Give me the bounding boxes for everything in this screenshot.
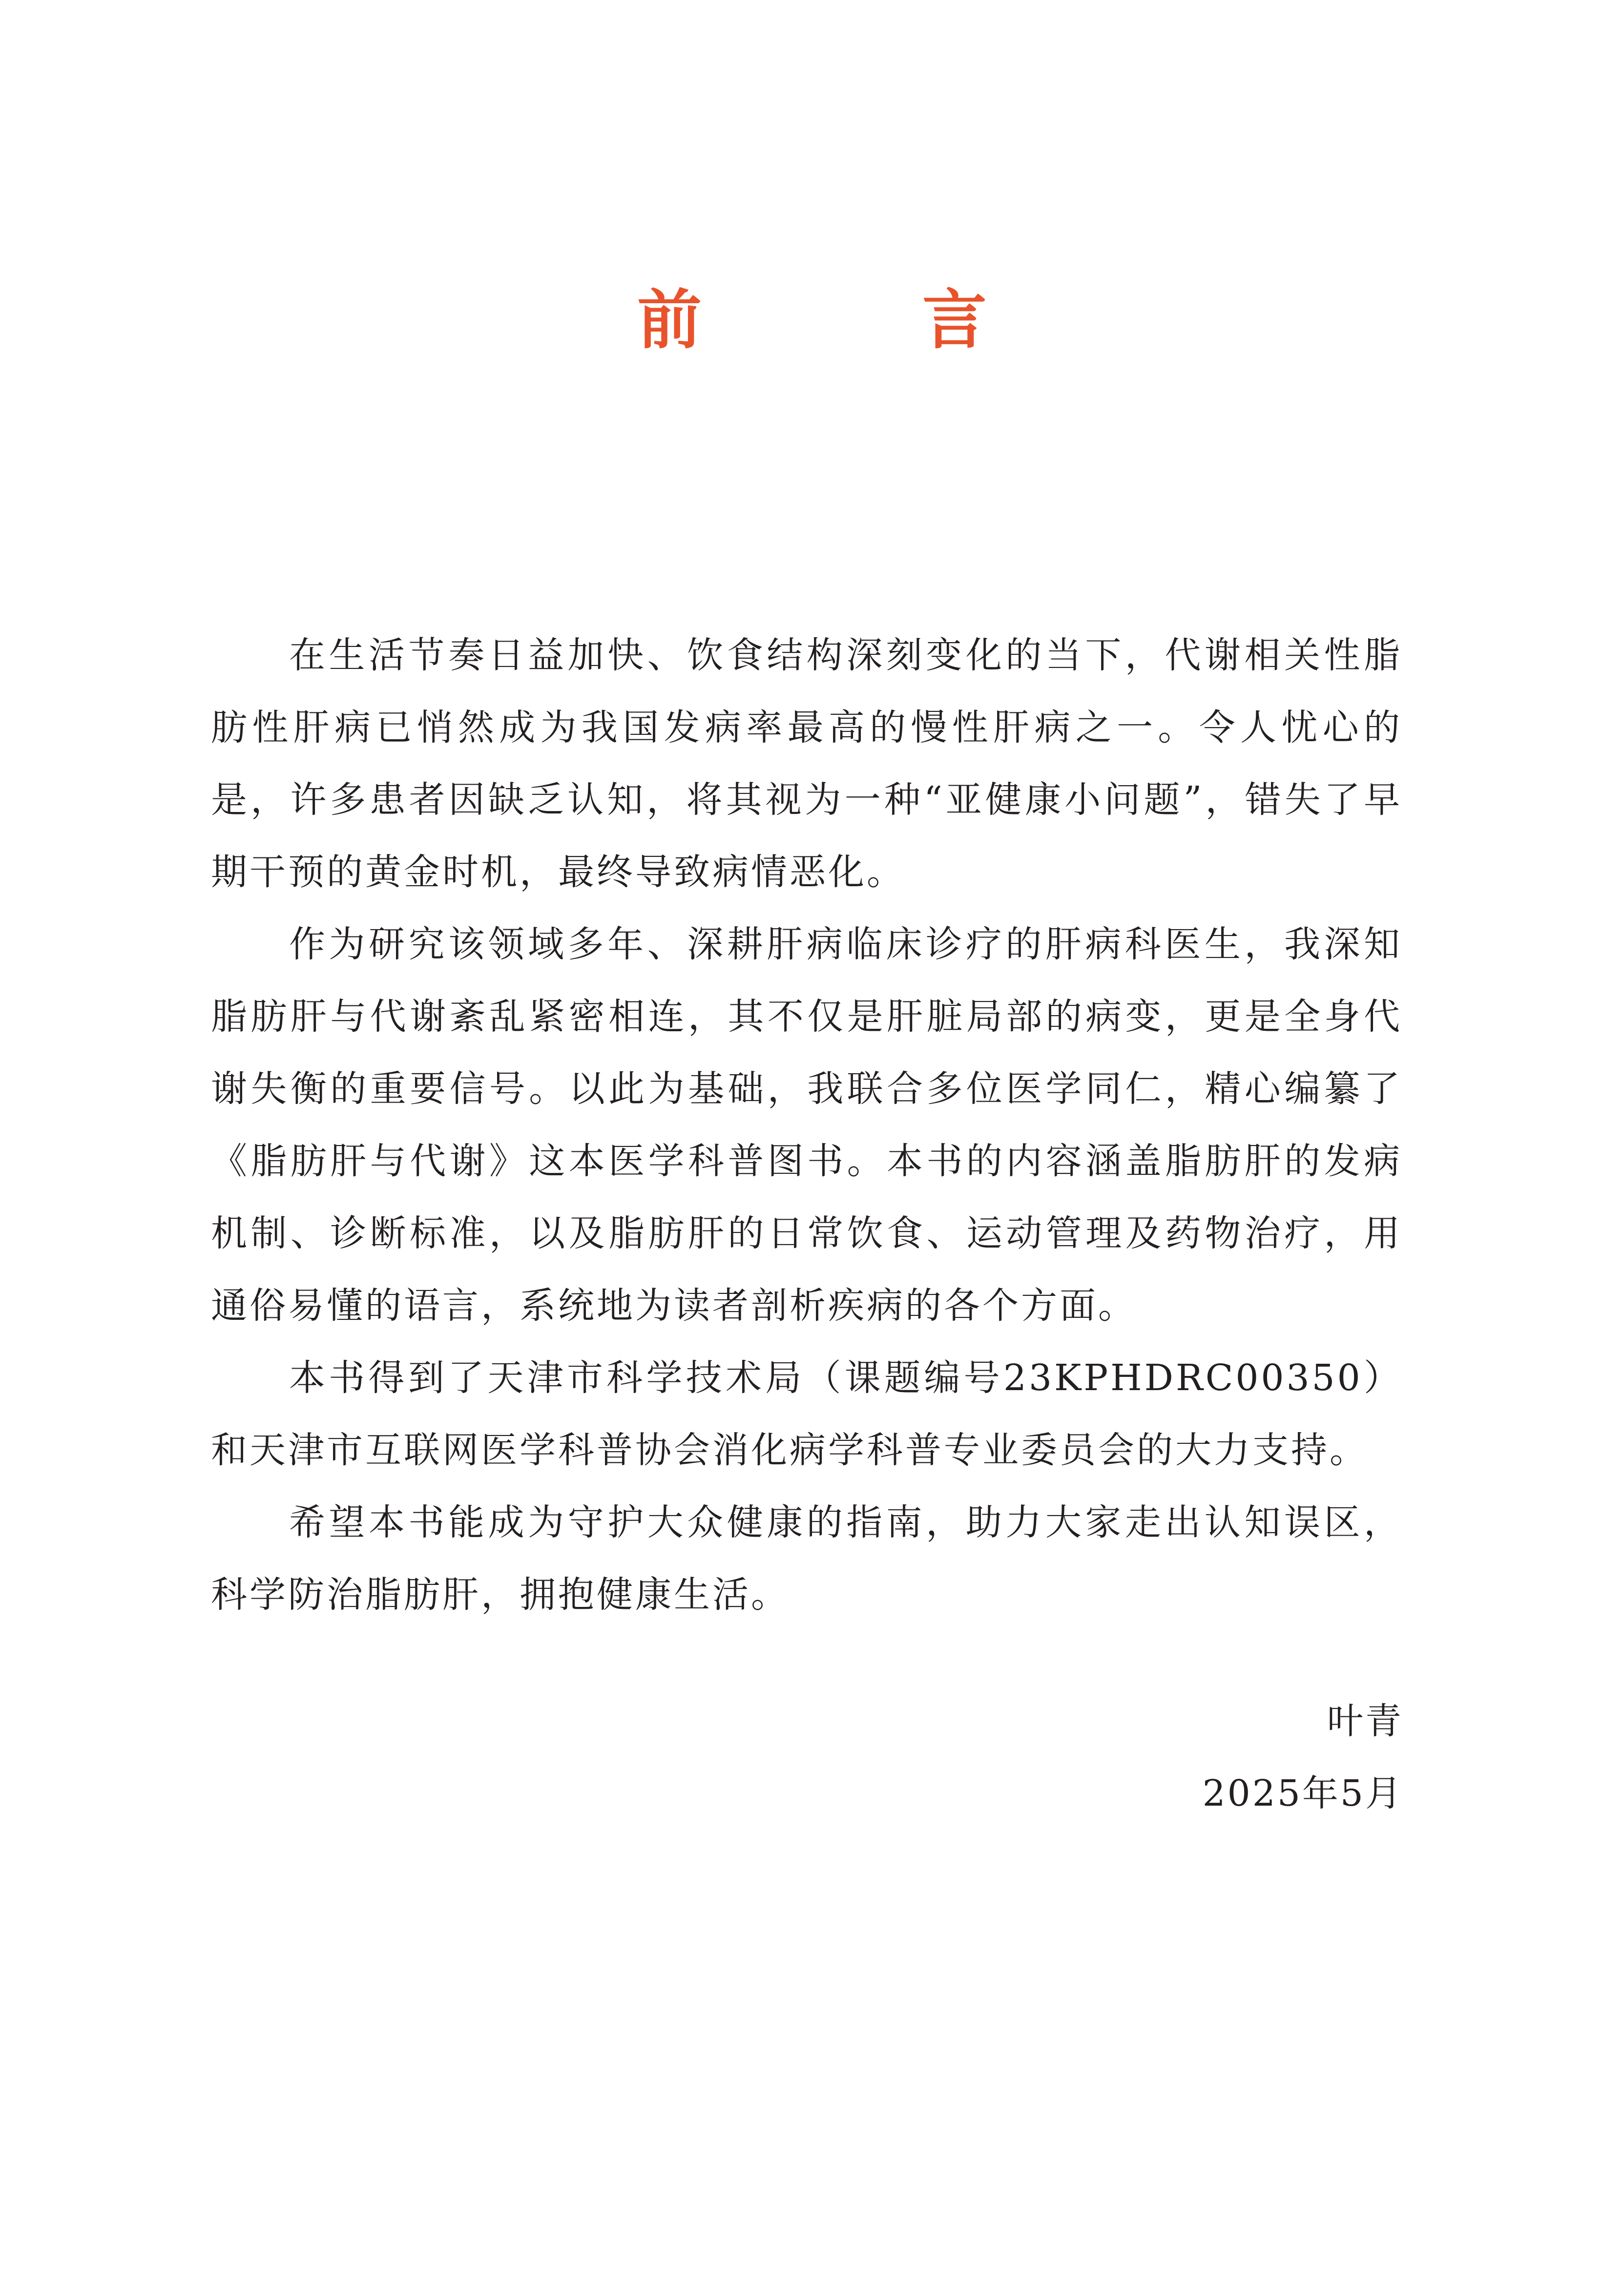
paragraph-1: 在生活节奏日益加快、饮食结构深刻变化的当下，代谢相关性脂肪性肝病已悄然成为我国发病率最高的慢性肝病之一。令人忧心的是，许多患者因缺乏认知，将其视为一种“亚健康小问题”，错失了早期干预的黄金时机，最终导致病情恶化。 [211, 634, 1402, 893]
page-title: 前 言 [637, 282, 1065, 358]
author-signature: 叶青 [1327, 1700, 1403, 1742]
signature-date: 2025年5月 [1202, 1772, 1403, 1814]
paragraph-2: 作为研究该领域多年、深耕肝病临床诊疗的肝病科医生，我深知脂肪肝与代谢紊乱紧密相连，其不仅是肝脏局部的病变，更是全身代谢失衡的重要信号。以此为基础，我联合多位医学同仁，精心编纂了《脂肪肝与代谢》这本医学科普图书。本书的内容涵盖脂肪肝的发病机制、诊断标准，以及脂肪肝的日常饮食、运动管理及药物治疗，用通俗易懂的语言，系统地为读者剖析疾病的各个方面。 [211, 923, 1402, 1327]
paragraph-3: 本书得到了天津市科学技术局（课题编号23KPHDRC00350）和天津市互联网医学科普协会消化病学科普专业委员会的大力支持。 [211, 1357, 1402, 1471]
paragraph-4: 希望本书能成为守护大众健康的指南，助力大家走出认知误区，科学防治脂肪肝，拥抱健康生活。 [211, 1501, 1402, 1616]
preface-body [211, 619, 1402, 1631]
